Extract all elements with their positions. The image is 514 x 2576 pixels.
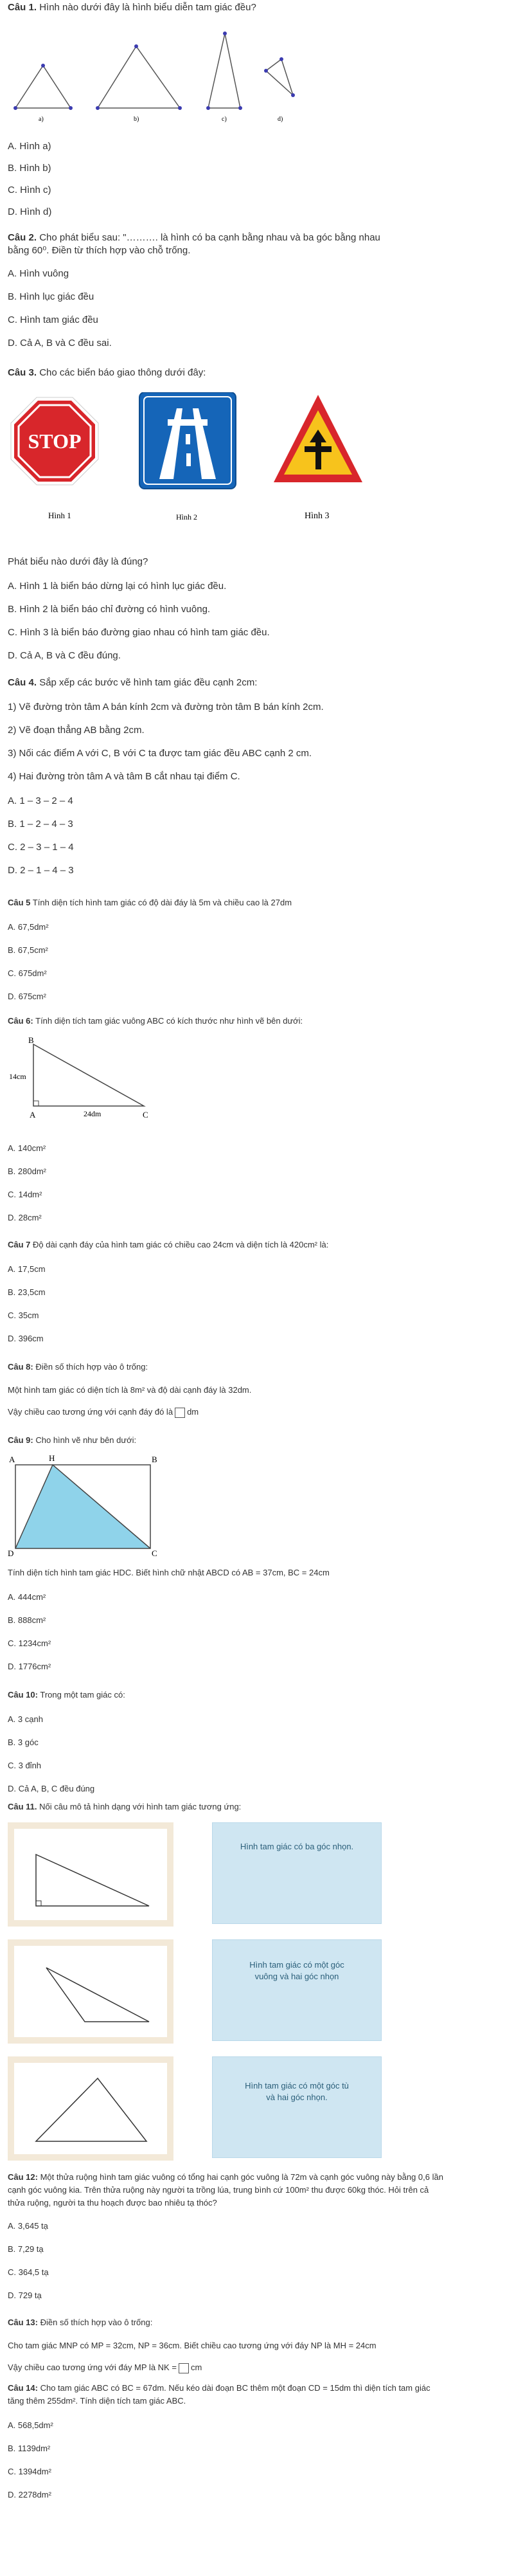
q9-option-a[interactable]: A. 444cm² bbox=[8, 1592, 46, 1602]
q14-line2: tăng thêm 255dm². Tính diện tích tam giác ABC. bbox=[8, 2396, 186, 2406]
q11-description-card-1[interactable] bbox=[212, 1822, 382, 1924]
q7-option-a[interactable]: A. 17,5cm bbox=[8, 1264, 46, 1274]
q2-heading bbox=[8, 231, 380, 244]
q11-description-3: Hình tam giác có một góc tù và hai góc nhọn. bbox=[245, 2081, 349, 2102]
q11-description-2: Hình tam giác có một góc vuông và hai góc nhọn bbox=[249, 1960, 344, 1981]
q11-description-card-2[interactable] bbox=[212, 1939, 382, 2041]
q1-triangle-c bbox=[208, 33, 240, 108]
q5-label: Câu 5 bbox=[8, 898, 31, 907]
q3-prompt: Phát biểu nào dưới đây là đúng? bbox=[8, 556, 148, 567]
q8-line2-pre: Vậy chiều cao tương ứng với cạnh đáy đó là bbox=[8, 1407, 173, 1417]
stop-sign-text: STOP bbox=[28, 430, 82, 453]
q3-label: Câu 3. bbox=[8, 367, 37, 378]
q5-heading bbox=[8, 896, 292, 909]
q7-option-d[interactable]: D. 396cm bbox=[8, 1334, 44, 1343]
q9-option-b[interactable]: B. 888cm² bbox=[8, 1615, 46, 1625]
q5-option-b[interactable]: B. 67,5cm² bbox=[8, 945, 48, 955]
q3-caption-1: Hình 1 bbox=[48, 511, 71, 520]
q9-label: Câu 9: bbox=[8, 1435, 33, 1445]
q4-step-4: 4) Hai đường tròn tâm A và tâm B cắt nhau tại điểm C. bbox=[8, 771, 240, 782]
q11-triangle-card-1[interactable] bbox=[8, 1822, 173, 1927]
q7-label: Câu 7 bbox=[8, 1240, 31, 1249]
q2-option-c[interactable]: C. Hình tam giác đều bbox=[8, 314, 98, 325]
q12-line1 bbox=[8, 2171, 443, 2184]
q1-option-b[interactable]: B. Hình b) bbox=[8, 163, 51, 174]
q13-line1: Cho tam giác MNP có MP = 32cm, NP = 36cm. Biết chiều cao tương ứng với đáy NP là MH = 24cm bbox=[8, 2341, 377, 2350]
q14-option-d[interactable]: D. 2278dm² bbox=[8, 2490, 51, 2499]
q6-option-a[interactable]: A. 140cm² bbox=[8, 1143, 46, 1153]
q6-option-c[interactable]: C. 14dm² bbox=[8, 1190, 42, 1199]
q8-text: Điền số thích hợp vào ô trống: bbox=[35, 1362, 148, 1372]
q4-option-c[interactable]: C. 2 – 3 – 1 – 4 bbox=[8, 842, 74, 853]
q10-label: Câu 10: bbox=[8, 1690, 38, 1700]
q14-option-b[interactable]: B. 1139dm² bbox=[8, 2444, 51, 2453]
q7-option-c[interactable]: C. 35cm bbox=[8, 1311, 39, 1320]
q9-prompt: Tính diện tích hình tam giác HDC. Biết hình chữ nhật ABCD có AB = 37cm, BC = 24cm bbox=[8, 1568, 330, 1577]
q1-option-a[interactable]: A. Hình a) bbox=[8, 141, 51, 152]
q10-option-b[interactable]: B. 3 góc bbox=[8, 1737, 39, 1747]
q4-heading bbox=[8, 676, 257, 689]
q8-unit: dm bbox=[187, 1407, 199, 1417]
q3-signs bbox=[8, 392, 393, 534]
q4-label: Câu 4. bbox=[8, 677, 37, 688]
q6-label-ac: 24dm bbox=[84, 1109, 102, 1118]
q6-label-ab: 14cm bbox=[9, 1072, 26, 1081]
q6-label-c: C bbox=[143, 1110, 148, 1120]
q1-figure bbox=[8, 26, 329, 129]
q14-option-c[interactable]: C. 1394dm² bbox=[8, 2467, 51, 2476]
q9-label-d: D bbox=[8, 1548, 14, 1558]
q3-option-d[interactable]: D. Cả A, B và C đều đúng. bbox=[8, 650, 121, 661]
q6-label: Câu 6: bbox=[8, 1016, 33, 1026]
q12-option-d[interactable]: D. 729 tạ bbox=[8, 2290, 42, 2300]
q11-text: Nối câu mô tả hình dạng với hình tam giác tương ứng: bbox=[39, 1802, 242, 1811]
q12-line3: thửa ruộng, người ta thu hoạch được bao nhiêu tạ thóc? bbox=[8, 2198, 217, 2208]
q1-fig-label-a: a) bbox=[39, 116, 44, 123]
q9-option-d[interactable]: D. 1776cm² bbox=[8, 1662, 51, 1671]
q3-caption-3: Hình 3 bbox=[305, 511, 330, 521]
q9-figure bbox=[8, 1452, 162, 1561]
q5-text: Tính diện tích hình tam giác có độ dài đáy là 5m và chiều cao là 27dm bbox=[32, 898, 292, 907]
q6-label-b: B bbox=[28, 1037, 34, 1045]
q8-answer-input[interactable] bbox=[175, 1408, 185, 1418]
q10-heading bbox=[8, 1689, 125, 1701]
q1-label: Câu 1. bbox=[8, 2, 37, 13]
q9-option-c[interactable]: C. 1234cm² bbox=[8, 1638, 51, 1648]
junction-warning-sign-icon bbox=[274, 395, 362, 482]
q1-fig-label-b: b) bbox=[134, 116, 139, 123]
q13-unit: cm bbox=[190, 2363, 202, 2372]
q12-line2: cạnh góc vuông kia. Trên thửa ruộng này người ta trồng lúa, trung bình cứ 100m² thu được 60kg thóc. Hỏi trên cả bbox=[8, 2185, 429, 2195]
q4-option-a[interactable]: A. 1 – 3 – 2 – 4 bbox=[8, 795, 73, 806]
q14-label: Câu 14: bbox=[8, 2383, 38, 2393]
q8-line1: Một hình tam giác có diện tích là 8m² và độ dài cạnh đáy là 32dm. bbox=[8, 1385, 252, 1395]
q6-option-d[interactable]: D. 28cm² bbox=[8, 1213, 42, 1222]
q1-fig-label-c: c) bbox=[222, 116, 227, 123]
q5-option-d[interactable]: D. 675cm² bbox=[8, 992, 46, 1001]
q11-triangle-card-3[interactable] bbox=[8, 2056, 173, 2161]
stop-sign-icon bbox=[11, 397, 98, 485]
q11-heading bbox=[8, 1800, 241, 1813]
q1-option-d[interactable]: D. Hình d) bbox=[8, 206, 52, 217]
q9-label-h: H bbox=[49, 1453, 55, 1463]
q11-description-card-3[interactable] bbox=[212, 2056, 382, 2158]
q10-option-a[interactable]: A. 3 cạnh bbox=[8, 1714, 43, 1724]
highway-sign-icon bbox=[139, 392, 236, 489]
q12-option-c[interactable]: C. 364,5 tạ bbox=[8, 2267, 49, 2277]
q14-line1 bbox=[8, 2382, 430, 2395]
q10-text: Trong một tam giác có: bbox=[40, 1690, 125, 1700]
q4-option-b[interactable]: B. 1 – 2 – 4 – 3 bbox=[8, 819, 73, 830]
q13-heading bbox=[8, 2316, 152, 2329]
q9-label-c: C bbox=[152, 1548, 157, 1558]
q3-caption-2: Hình 2 bbox=[176, 512, 197, 522]
q3-option-a[interactable]: A. Hình 1 là biển báo dừng lại có hình lục giác đều. bbox=[8, 581, 227, 592]
q2-option-b[interactable]: B. Hình lục giác đều bbox=[8, 291, 94, 302]
q8-line2 bbox=[8, 1406, 199, 1419]
q2-option-d[interactable]: D. Cả A, B và C đều sai. bbox=[8, 338, 112, 349]
q1-triangle-d bbox=[266, 59, 293, 95]
q14-option-a[interactable]: A. 568,5dm² bbox=[8, 2420, 53, 2430]
q11-acute-triangle bbox=[14, 2063, 167, 2154]
q1-heading bbox=[8, 1, 256, 14]
q3-option-b[interactable]: B. Hình 2 là biển báo chỉ đường có hình vuông. bbox=[8, 604, 211, 615]
q13-answer-input[interactable] bbox=[179, 2363, 189, 2373]
q5-option-c[interactable]: C. 675dm² bbox=[8, 968, 47, 978]
q5-option-a[interactable]: A. 67,5dm² bbox=[8, 922, 49, 932]
q7-option-b[interactable]: B. 23,5cm bbox=[8, 1287, 46, 1297]
q1-fig-label-d: d) bbox=[278, 116, 283, 123]
q12-option-b[interactable]: B. 7,29 tạ bbox=[8, 2244, 44, 2254]
q6-heading bbox=[8, 1015, 303, 1028]
q4-text: Sắp xếp các bước vẽ hình tam giác đều cạnh 2cm: bbox=[39, 677, 258, 688]
q1-option-c[interactable]: C. Hình c) bbox=[8, 185, 51, 195]
q12-label: Câu 12: bbox=[8, 2172, 38, 2182]
q7-text: Độ dài cạnh đáy của hình tam giác có chiều cao 24cm và diện tích là 420cm² là: bbox=[33, 1240, 329, 1249]
q2-text-line2: bằng 60⁰. Điền từ thích hợp vào chỗ trống. bbox=[8, 245, 191, 256]
q13-text: Điền số thích hợp vào ô trống: bbox=[40, 2317, 153, 2327]
q2-text-line1: Cho phát biểu sau: "………. là hình có ba cạnh bằng nhau và ba góc bằng nhau bbox=[39, 232, 380, 243]
q12-option-a[interactable]: A. 3,645 tạ bbox=[8, 2221, 48, 2231]
q13-line2 bbox=[8, 2361, 202, 2374]
q3-option-c[interactable]: C. Hình 3 là biển báo đường giao nhau có hình tam giác đều. bbox=[8, 627, 270, 638]
q9-label-b: B bbox=[152, 1455, 157, 1464]
q6-option-b[interactable]: B. 280dm² bbox=[8, 1166, 46, 1176]
q12-text-line1: Một thửa ruộng hình tam giác vuông có tổng hai cạnh góc vuông là 72m và cạnh góc vuông này bằng 0,6 lần bbox=[40, 2172, 443, 2182]
q11-description-1: Hình tam giác có ba góc nhọn. bbox=[240, 1842, 354, 1851]
q11-obtuse-triangle bbox=[14, 1946, 167, 2037]
q13-line2-pre: Vậy chiều cao tương ứng với đáy MP là NK = bbox=[8, 2363, 177, 2372]
q8-label: Câu 8: bbox=[8, 1362, 33, 1372]
q13-label: Câu 13: bbox=[8, 2317, 38, 2327]
q10-option-c[interactable]: C. 3 đỉnh bbox=[8, 1761, 42, 1770]
q9-text: Cho hình vẽ như bên dưới: bbox=[35, 1435, 137, 1445]
q3-text: Cho các biển báo giao thông dưới đây: bbox=[39, 367, 206, 378]
q9-label-a: A bbox=[9, 1455, 15, 1464]
q1-triangle-b bbox=[98, 46, 180, 108]
q4-step-3: 3) Nối các điểm A với C, B với C ta được tam giác đều ABC cạnh 2 cm. bbox=[8, 748, 312, 759]
q6-text: Tính diện tích tam giác vuông ABC có kích thước như hình vẽ bên dưới: bbox=[35, 1016, 303, 1026]
q4-option-d[interactable]: D. 2 – 1 – 4 – 3 bbox=[8, 865, 74, 876]
q2-label: Câu 2. bbox=[8, 232, 37, 243]
q1-text: Hình nào dưới đây là hình biểu diễn tam giác đều? bbox=[39, 2, 256, 13]
q11-label: Câu 11. bbox=[8, 1802, 37, 1811]
q6-label-a: A bbox=[30, 1110, 36, 1120]
q7-heading bbox=[8, 1238, 328, 1251]
q6-figure bbox=[8, 1037, 175, 1120]
q11-triangle-card-2[interactable] bbox=[8, 1939, 173, 2044]
q1-triangle-a bbox=[15, 66, 71, 108]
q2-option-a[interactable]: A. Hình vuông bbox=[8, 268, 69, 279]
q4-step-2: 2) Vẽ đoạn thẳng AB bằng 2cm. bbox=[8, 725, 145, 736]
q8-heading bbox=[8, 1361, 148, 1374]
q14-text-line1: Cho tam giác ABC có BC = 67dm. Nếu kéo dài đoạn BC thêm một đoạn CD = 15dm thì diện tích tam giác bbox=[40, 2383, 430, 2393]
q9-heading bbox=[8, 1434, 136, 1447]
q11-right-triangle bbox=[14, 1829, 167, 1920]
q4-step-1: 1) Vẽ đường tròn tâm A bán kính 2cm và đường tròn tâm B bán kính 2cm. bbox=[8, 702, 324, 712]
q3-heading bbox=[8, 367, 206, 379]
q10-option-d[interactable]: D. Cả A, B, C đều đúng bbox=[8, 1784, 95, 1793]
